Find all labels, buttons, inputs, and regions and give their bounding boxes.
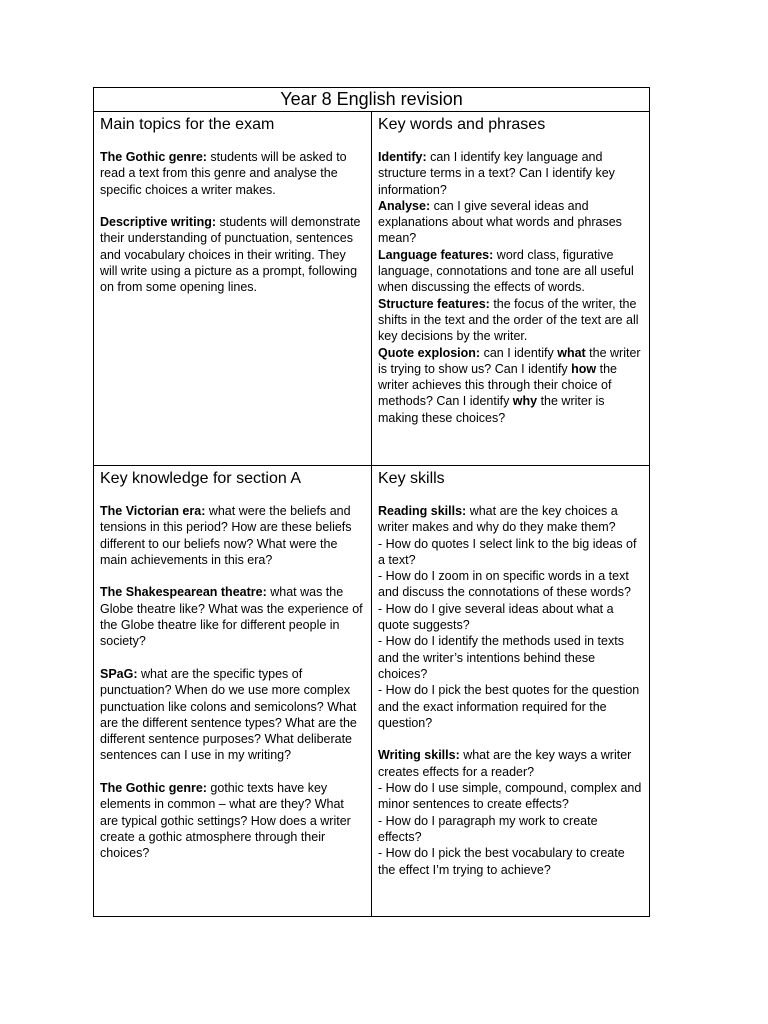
main-topics-heading: Main topics for the exam bbox=[100, 116, 275, 133]
keyword-term: Language features: bbox=[378, 247, 494, 262]
reading-skill-point: - How do I pick the best quotes for the question and the exact information required for the question? bbox=[378, 683, 640, 730]
keyword-term: Structure features: bbox=[378, 296, 490, 311]
page-title: Year 8 English revision bbox=[94, 88, 650, 112]
keyword-identify bbox=[378, 149, 643, 198]
reading-skills-block bbox=[378, 503, 643, 731]
key-knowledge-heading: Key knowledge for section A bbox=[100, 470, 302, 487]
reading-skill-point: - How do I give several ideas about what a quote suggests? bbox=[378, 601, 614, 633]
keyword-quote-explosion bbox=[378, 345, 643, 426]
keyword-text: the writer achieves this through their choice of methods? Can I identify bbox=[378, 361, 618, 409]
keyword-text: word class, figurative language, connotations and tone are all useful when discussing the effects of words. bbox=[378, 247, 634, 295]
knowledge-term: SPaG: bbox=[100, 666, 138, 681]
topic-descriptive-writing bbox=[100, 214, 365, 295]
emphasis-how: how bbox=[571, 361, 597, 376]
key-knowledge-cell bbox=[94, 466, 372, 917]
keyword-text: the writer is making these choices? bbox=[378, 394, 605, 425]
reading-skills-intro bbox=[378, 503, 643, 536]
knowledge-spag bbox=[100, 666, 365, 764]
topic-text: students will be asked to read a text from this genre and analyse the specific choices a writer makes. bbox=[100, 150, 347, 197]
key-skills-heading: Key skills bbox=[378, 470, 445, 487]
emphasis-why: why bbox=[512, 394, 538, 409]
keyword-text: the writer is trying to show us? Can I identify bbox=[378, 345, 641, 376]
knowledge-term: The Gothic genre: bbox=[100, 781, 207, 796]
topic-term: The Gothic genre: bbox=[100, 150, 207, 164]
key-words-cell bbox=[372, 112, 650, 466]
keyword-term: Analyse: bbox=[378, 198, 431, 213]
writing-skill-point: - How do I pick the best vocabulary to create the effect I’m trying to achieve? bbox=[378, 846, 625, 877]
keyword-term: Identify: bbox=[378, 150, 427, 164]
keyword-structure-features bbox=[378, 296, 643, 345]
skills-term: Writing skills: bbox=[378, 748, 460, 763]
emphasis-what: what bbox=[557, 345, 586, 360]
knowledge-term: The Victorian era: bbox=[100, 504, 206, 518]
knowledge-text: what were the beliefs and tensions in this period? How are these beliefs different to our beliefs now? What were the main achievements in this era? bbox=[100, 504, 352, 567]
knowledge-gothic-genre bbox=[100, 780, 365, 861]
keyword-language-features bbox=[378, 247, 643, 296]
skills-text: what are the key ways a writer creates effects for a reader? bbox=[378, 748, 632, 779]
keyword-text: can I identify bbox=[480, 345, 558, 360]
key-skills-cell bbox=[372, 466, 650, 917]
knowledge-text: what are the specific types of punctuation? When do we use more complex punctuation like colons and semicolons? What are the different sentence types? What are the different sentence purposes? What deliberate sentences can I use in my writing? bbox=[100, 666, 357, 763]
skills-text: what are the key choices a writer makes and why do they make them? bbox=[378, 504, 618, 535]
knowledge-victorian-era bbox=[100, 503, 365, 568]
reading-skill-point: - How do I zoom in on specific words in a text and discuss the connotations of these words? bbox=[378, 569, 631, 600]
writing-skill-point: - How do I use simple, compound, complex and minor sentences to create effects? bbox=[378, 781, 642, 812]
main-topics-cell bbox=[94, 112, 372, 466]
key-words-heading: Key words and phrases bbox=[378, 116, 546, 133]
topic-text: students will demonstrate their understanding of punctuation, sentences and vocabulary choices in their writing. They will write using a picture as a prompt, following on from some opening lines. bbox=[100, 215, 361, 295]
revision-table bbox=[93, 87, 650, 917]
knowledge-text: gothic texts have key elements in common – what are they? What are typical gothic settings? How does a writer create a gothic atmosphere through their choices? bbox=[100, 781, 351, 861]
writing-skills-intro bbox=[378, 747, 643, 780]
knowledge-text: what was the Globe theatre like? What was the experience of the Globe theatre like for different people in society? bbox=[100, 585, 363, 649]
skills-term: Reading skills: bbox=[378, 504, 467, 518]
keyword-term: Quote explosion: bbox=[378, 345, 481, 360]
writing-skill-point: - How do I paragraph my work to create effects? bbox=[378, 813, 598, 844]
reading-skill-point: - How do quotes I select link to the big ideas of a text? bbox=[378, 536, 637, 567]
keyword-analyse bbox=[378, 198, 643, 247]
keyword-text: can I identify key language and structure terms in a text? Can I identify key information? bbox=[378, 150, 615, 197]
topic-term: Descriptive writing: bbox=[100, 215, 216, 230]
writing-skills-block bbox=[378, 747, 643, 877]
knowledge-term: The Shakespearean theatre: bbox=[100, 585, 267, 600]
topic-gothic-genre bbox=[100, 149, 365, 198]
keyword-text: the focus of the writer, the shifts in the text and the order of the text are all key decisions by the writer. bbox=[378, 296, 639, 344]
keyword-text: can I give several ideas and explanations about what words and phrases mean? bbox=[378, 198, 622, 246]
reading-skill-point: - How do I identify the methods used in texts and the writer’s intentions behind these choices? bbox=[378, 634, 624, 681]
knowledge-shakespearean-theatre bbox=[100, 584, 365, 649]
